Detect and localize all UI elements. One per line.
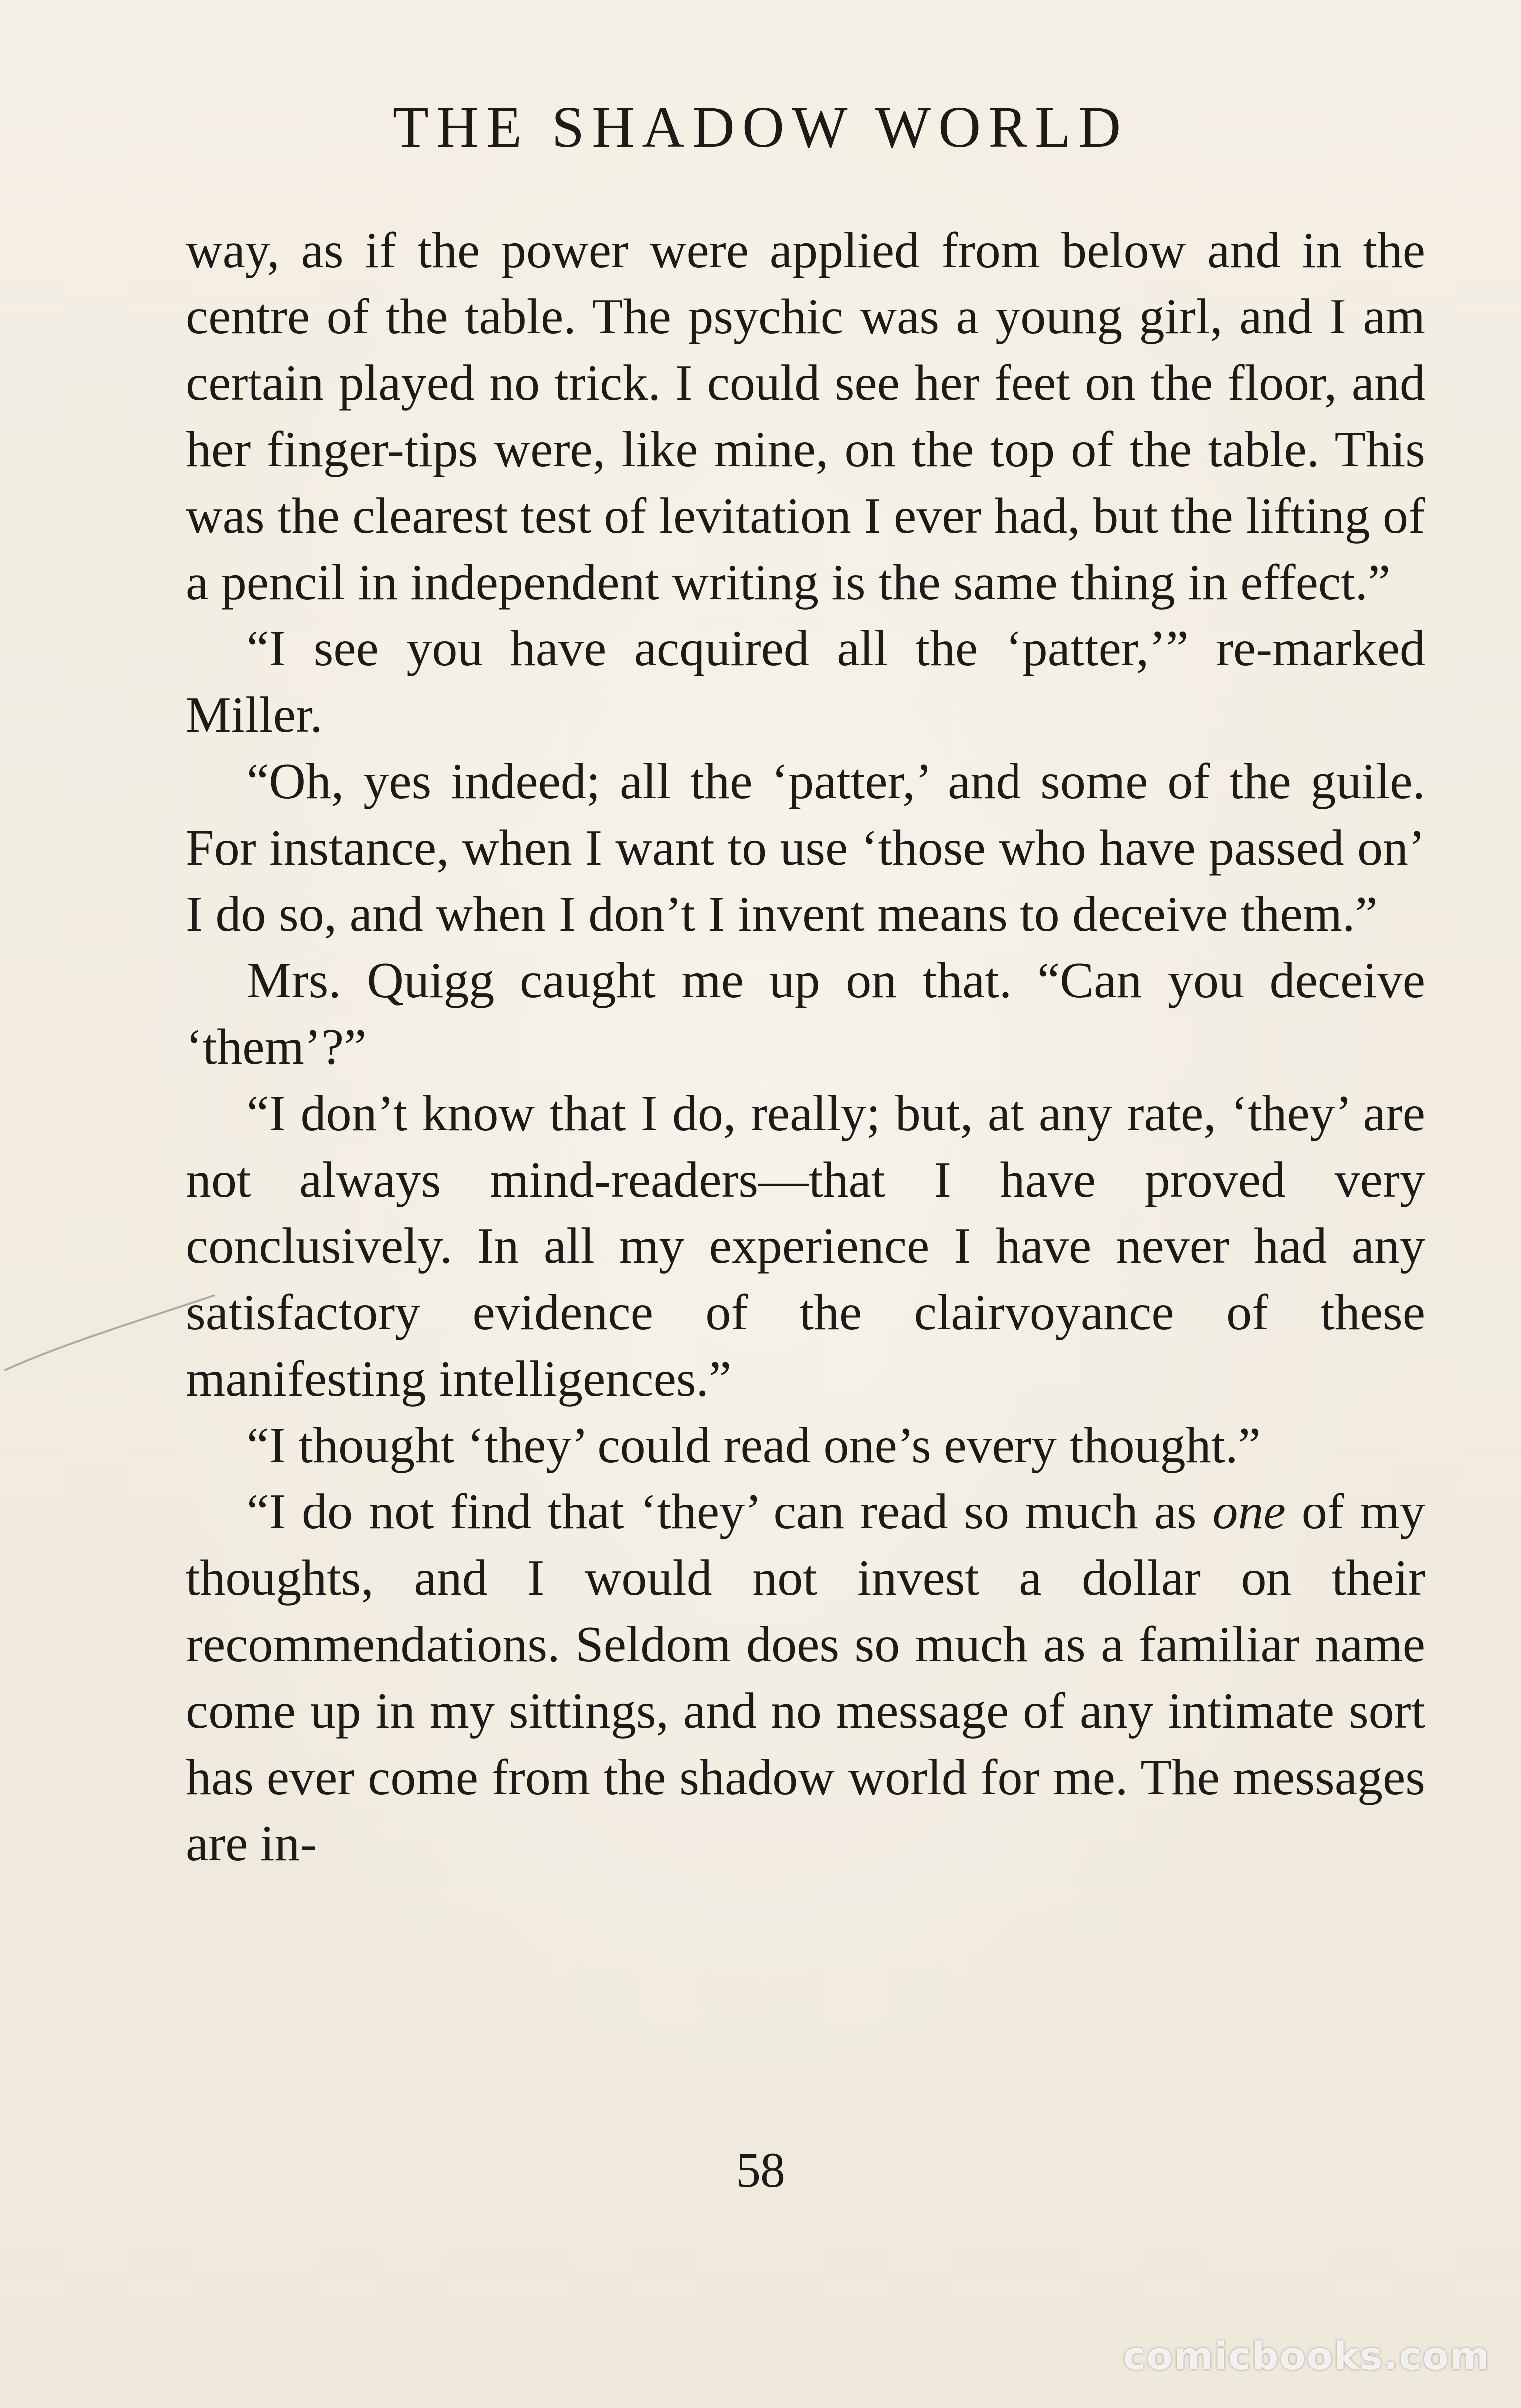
paragraph: “I thought ‘they’ could read one’s every thought.”	[247, 1417, 1261, 1474]
paragraph: “Oh, yes indeed; all the ‘patter,’ and some of the guile. For instance, when I want to use ‘those who have passed on’ I do so, and when I don’t I invent means to deceive them.”	[186, 753, 1425, 942]
emphasis-word: one	[1212, 1484, 1286, 1540]
paragraph-text-open: “I do not find that ‘they’ can read so much as	[247, 1484, 1197, 1540]
pencil-stroke-mark	[0, 1285, 220, 1375]
page-number: 58	[736, 2142, 785, 2198]
paragraph-last	[186, 1479, 1425, 1877]
paragraph-text-rest: of my thoughts, and I would not invest a dollar on their recommendations. Seldom does so much as a familiar name come up in my sittings, and no message of any intimate sort has ever come from the shadow world for me. The messages are in-	[186, 1484, 1426, 1872]
running-head: THE SHADOW WORLD	[392, 94, 1129, 160]
body-text	[186, 217, 1425, 1877]
paragraph: “I see you have acquired all the ‘patter,’” re-marked Miller.	[186, 620, 1425, 743]
paragraph: way, as if the power were applied from below and in the centre of the table. The psychic was a young girl, and I am certain played no trick. I could see her feet on the floor, and her finger-tips were, like mine, on the top of the table. This was the clearest test of levitation I ever had, but the lifting of a pencil in independent writing is the same thing in effect.”	[186, 222, 1426, 610]
paragraph: “I don’t know that I do, really; but, at any rate, ‘they’ are not always mind-readers—that I have proved very conclusively. In all my experience I have never had any satisfactory evidence of the clairvoyance of these manifesting intelligences.”	[186, 1085, 1425, 1407]
watermark: comicbooks.com	[1123, 2334, 1490, 2378]
paragraph: Mrs. Quigg caught me up on that. “Can you deceive ‘them’?”	[186, 952, 1425, 1075]
